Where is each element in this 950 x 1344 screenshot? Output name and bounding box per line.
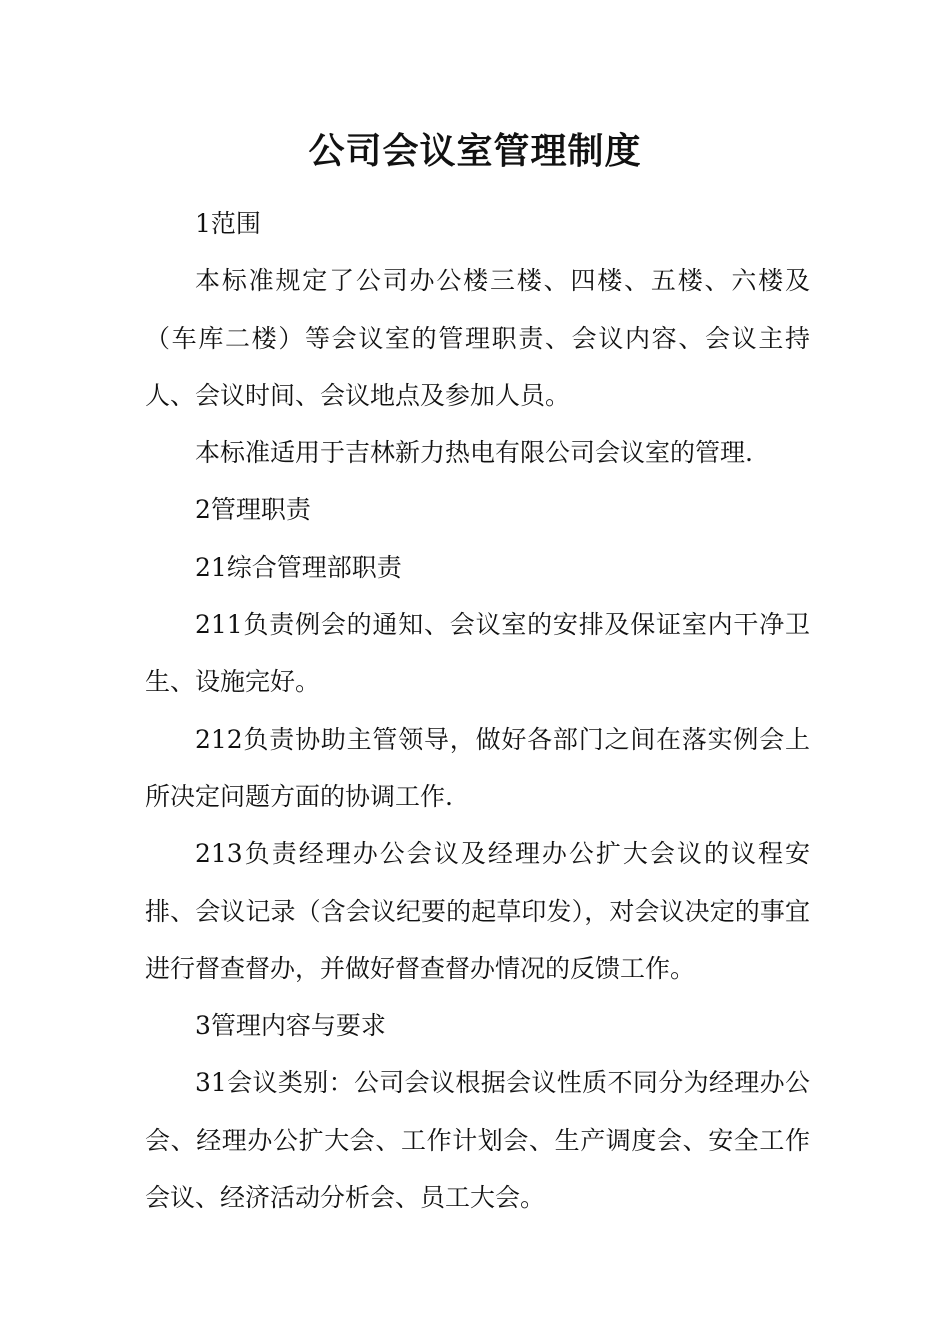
clause-213: 213负责经理办公会议及经理办公扩大会议的议程安排、会议记录（含会议纪要的起草印发），对会议决定的事宜进行督查督办，并做好督查督办情况的反馈工作。 <box>145 839 810 983</box>
section-heading-content-requirements: 3管理内容与要求 <box>195 1011 386 1041</box>
document-body <box>145 195 810 1226</box>
section-heading-scope: 1范围 <box>195 209 261 238</box>
paragraph-scope-description: 本标准规定了公司办公楼三楼、四楼、五楼、六楼及（车库二楼）等会议室的管理职责、会议内容、会议主持人、会议时间、会议地点及参加人员。 <box>145 266 810 410</box>
document-title: 公司会议室管理制度 <box>308 131 642 172</box>
subsection-heading-general-management: 21综合管理部职责 <box>195 552 402 582</box>
clause-31-meeting-categories: 31会议类别：公司会议根据会议性质不同分为经理办公会、经理办公扩大会、工作计划会、生产调度会、安全工作会议、经济活动分析会、员工大会。 <box>145 1068 810 1213</box>
clause-211: 211负责例会的通知、会议室的安排及保证室内干净卫生、设施完好。 <box>145 610 810 697</box>
section-heading-responsibilities: 2管理职责 <box>195 495 311 525</box>
paragraph-scope-applicability: 本标准适用于吉林新力热电有限公司会议室的管理. <box>195 438 753 468</box>
clause-212: 212负责协助主管领导，做好各部门之间在落实例会上所决定问题方面的协调工作. <box>145 724 810 811</box>
